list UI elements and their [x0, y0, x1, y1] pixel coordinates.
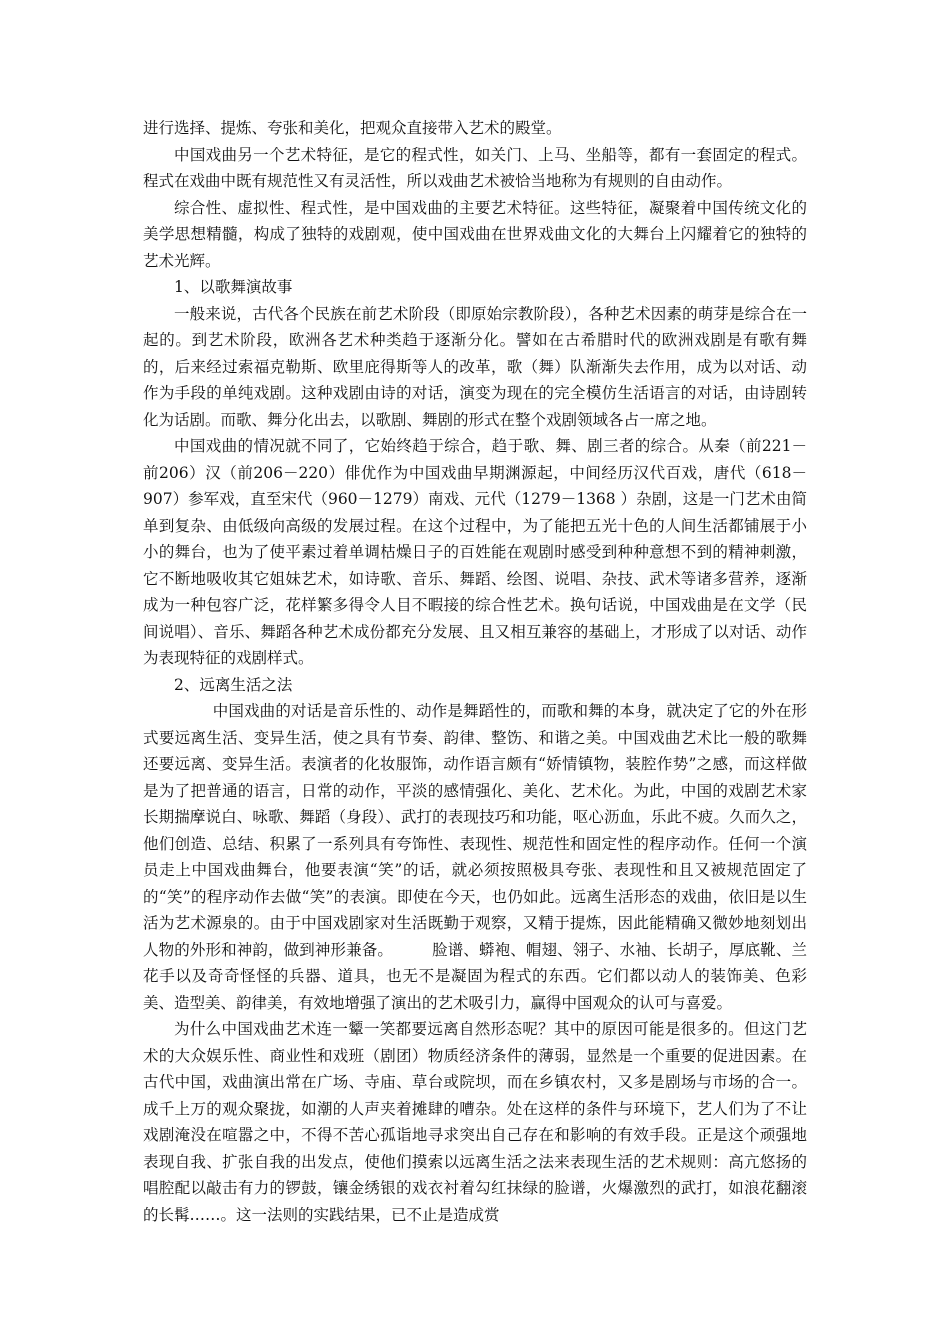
- section-heading-2: 2、远离生活之法: [174, 675, 293, 694]
- paragraph-distance-1: 中国戏曲的对话是音乐性的、动作是舞蹈性的，而歌和舞的本身，就决定了它的外在形式要远离生活、变异生活，使之具有节奏、韵律、整饬、和谐之美。中国戏曲艺术比一般的歌舞还要远离、变异生活。表演者的化妆服饰，动作语言颇有“娇情镇物，装腔作势”之感，而这样做是为了把普通的语言，日常的动作，平淡的感情强化、美化、艺术化。为此，中国的戏剧艺术家长期揣摩说白、咏歌、舞蹈（身段）、武打的表现技巧和功能，呕心沥血，乐此不疲。久而久之，他们创造、总结、积累了一系列具有夸饰性、表现性、规范性和固定性的程序动作。任何一个演员走上中国戏曲舞台，他要表演“笑”的话，就必须按照极具夸张、表现性和且又被规范固定了的“笑”的程序动作去做“笑”的表演。即使在今天，也仍如此。远离生活形态的戏曲，依旧是以生活为艺术源泉的。由于中国戏剧家对生活既勤于观察，又精于提炼，因此能精确又微妙地刻划出人物的外形和神韵，做到神形兼备。 脸谱、蟒袍、帽翅、翎子、水袖、长胡子，厚底靴、兰花手以及奇奇怪怪的兵器、道具，也无不是凝固为程式的东西。它们都以动人的装饰美、色彩美、造型美、韵律美，有效地增强了演出的艺术吸引力，赢得中国观众的认可与喜爱。: [143, 702, 807, 1012]
- section-heading-1: 1、以歌舞演故事: [174, 278, 293, 296]
- paragraph-song-dance-1: 一般来说，古代各个民族在前艺术阶段（即原始宗教阶段），各种艺术因素的萌芽是综合在一起的。到艺术阶段，欧洲各艺术种类趋于逐渐分化。譬如在古希腊时代的欧洲戏剧是有歌有舞的，后来经过索福克勒斯、欧里庇得斯等人的改革，歌（舞）队渐渐失去作用，成为以对话、动作为手段的单纯戏剧。这种戏剧由诗的对话，演变为现在的完全模仿生活语言的对话，由诗剧转化为话剧。而歌、舞分化出去，以歌剧、舞剧的形式在整个戏剧领域各占一席之地。: [143, 304, 807, 429]
- paragraph-song-dance-2: 中国戏曲的情况就不同了，它始终趋于综合，趋于歌、舞、剧三者的综合。从秦（前221－前206）汉（前206－220）俳优作为中国戏曲早期渊源起，中间经历汉代百戏，唐代（618－907）参军戏，直至宋代（960－1279）南戏、元代（1279－1368 ）杂剧，这是一门艺术由简单到复杂、由低级向高级的发展过程。在这个过程中，为了能把五光十色的人间生活都铺展于小小的舞台，也为了使平素过着单调枯燥日子的百姓能在观剧时感受到种种意想不到的精神刺激，它不断地吸收其它姐妹艺术，如诗歌、音乐、舞蹈、绘图、说唱、杂技、武术等诸多营养，逐渐成为一种包容广泛，花样繁多得令人目不暇接的综合性艺术。换句话说，中国戏曲是在文学（民间说唱）、音乐、舞蹈各种艺术成份都充分发展、且又相互兼容的基础上，才形成了以对话、动作为表现特征的戏剧样式。: [143, 437, 807, 667]
- paragraph-distance-2: 为什么中国戏曲艺术连一颦一笑都要远离自然形态呢？其中的原因可能是很多的。但这门艺术的大众娱乐性、商业性和戏班（剧团）物质经济条件的薄弱，显然是一个重要的促进因素。在古代中国，戏曲演出常在广场、寺庙、草台或院坝，而在乡镇农村，又多是剧场与市场的合一。成千上万的观众聚拢，如潮的人声夹着摊肆的嘈杂。处在这样的条件与环境下，艺人们为了不让戏剧淹没在喧嚣之中，不得不苦心孤诣地寻求突出自己存在和影响的有效手段。正是这个顽强地表现自我、扩张自我的出发点，使他们摸索以远离生活之法来表现生活的艺术规则：高亢悠扬的唱腔配以敲击有力的锣鼓，镶金绣银的戏衣衬着勾红抹绿的脸谱，火爆激烈的武打，如浪花翻滚的长髯……。这一法则的实践结果，已不止是造成赏: [143, 1020, 807, 1224]
- paragraph-continuation: 进行选择、提炼、夸张和美化，把观众直接带入艺术的殿堂。: [143, 119, 562, 137]
- paragraph-summary: 综合性、虚拟性、程式性，是中国戏曲的主要艺术特征。这些特征，凝聚着中国传统文化的美学思想精髓，构成了独特的戏剧观，使中国戏曲在世界戏曲文化的大舞台上闪耀着它的独特的艺术光辉。: [143, 198, 807, 270]
- document-page: [143, 115, 807, 1228]
- paragraph-stylization: 中国戏曲另一个艺术特征，是它的程式性，如关门、上马、坐船等，都有一套固定的程式。程式在戏曲中既有规范性又有灵活性，所以戏曲艺术被恰当地称为有规则的自由动作。: [143, 145, 807, 190]
